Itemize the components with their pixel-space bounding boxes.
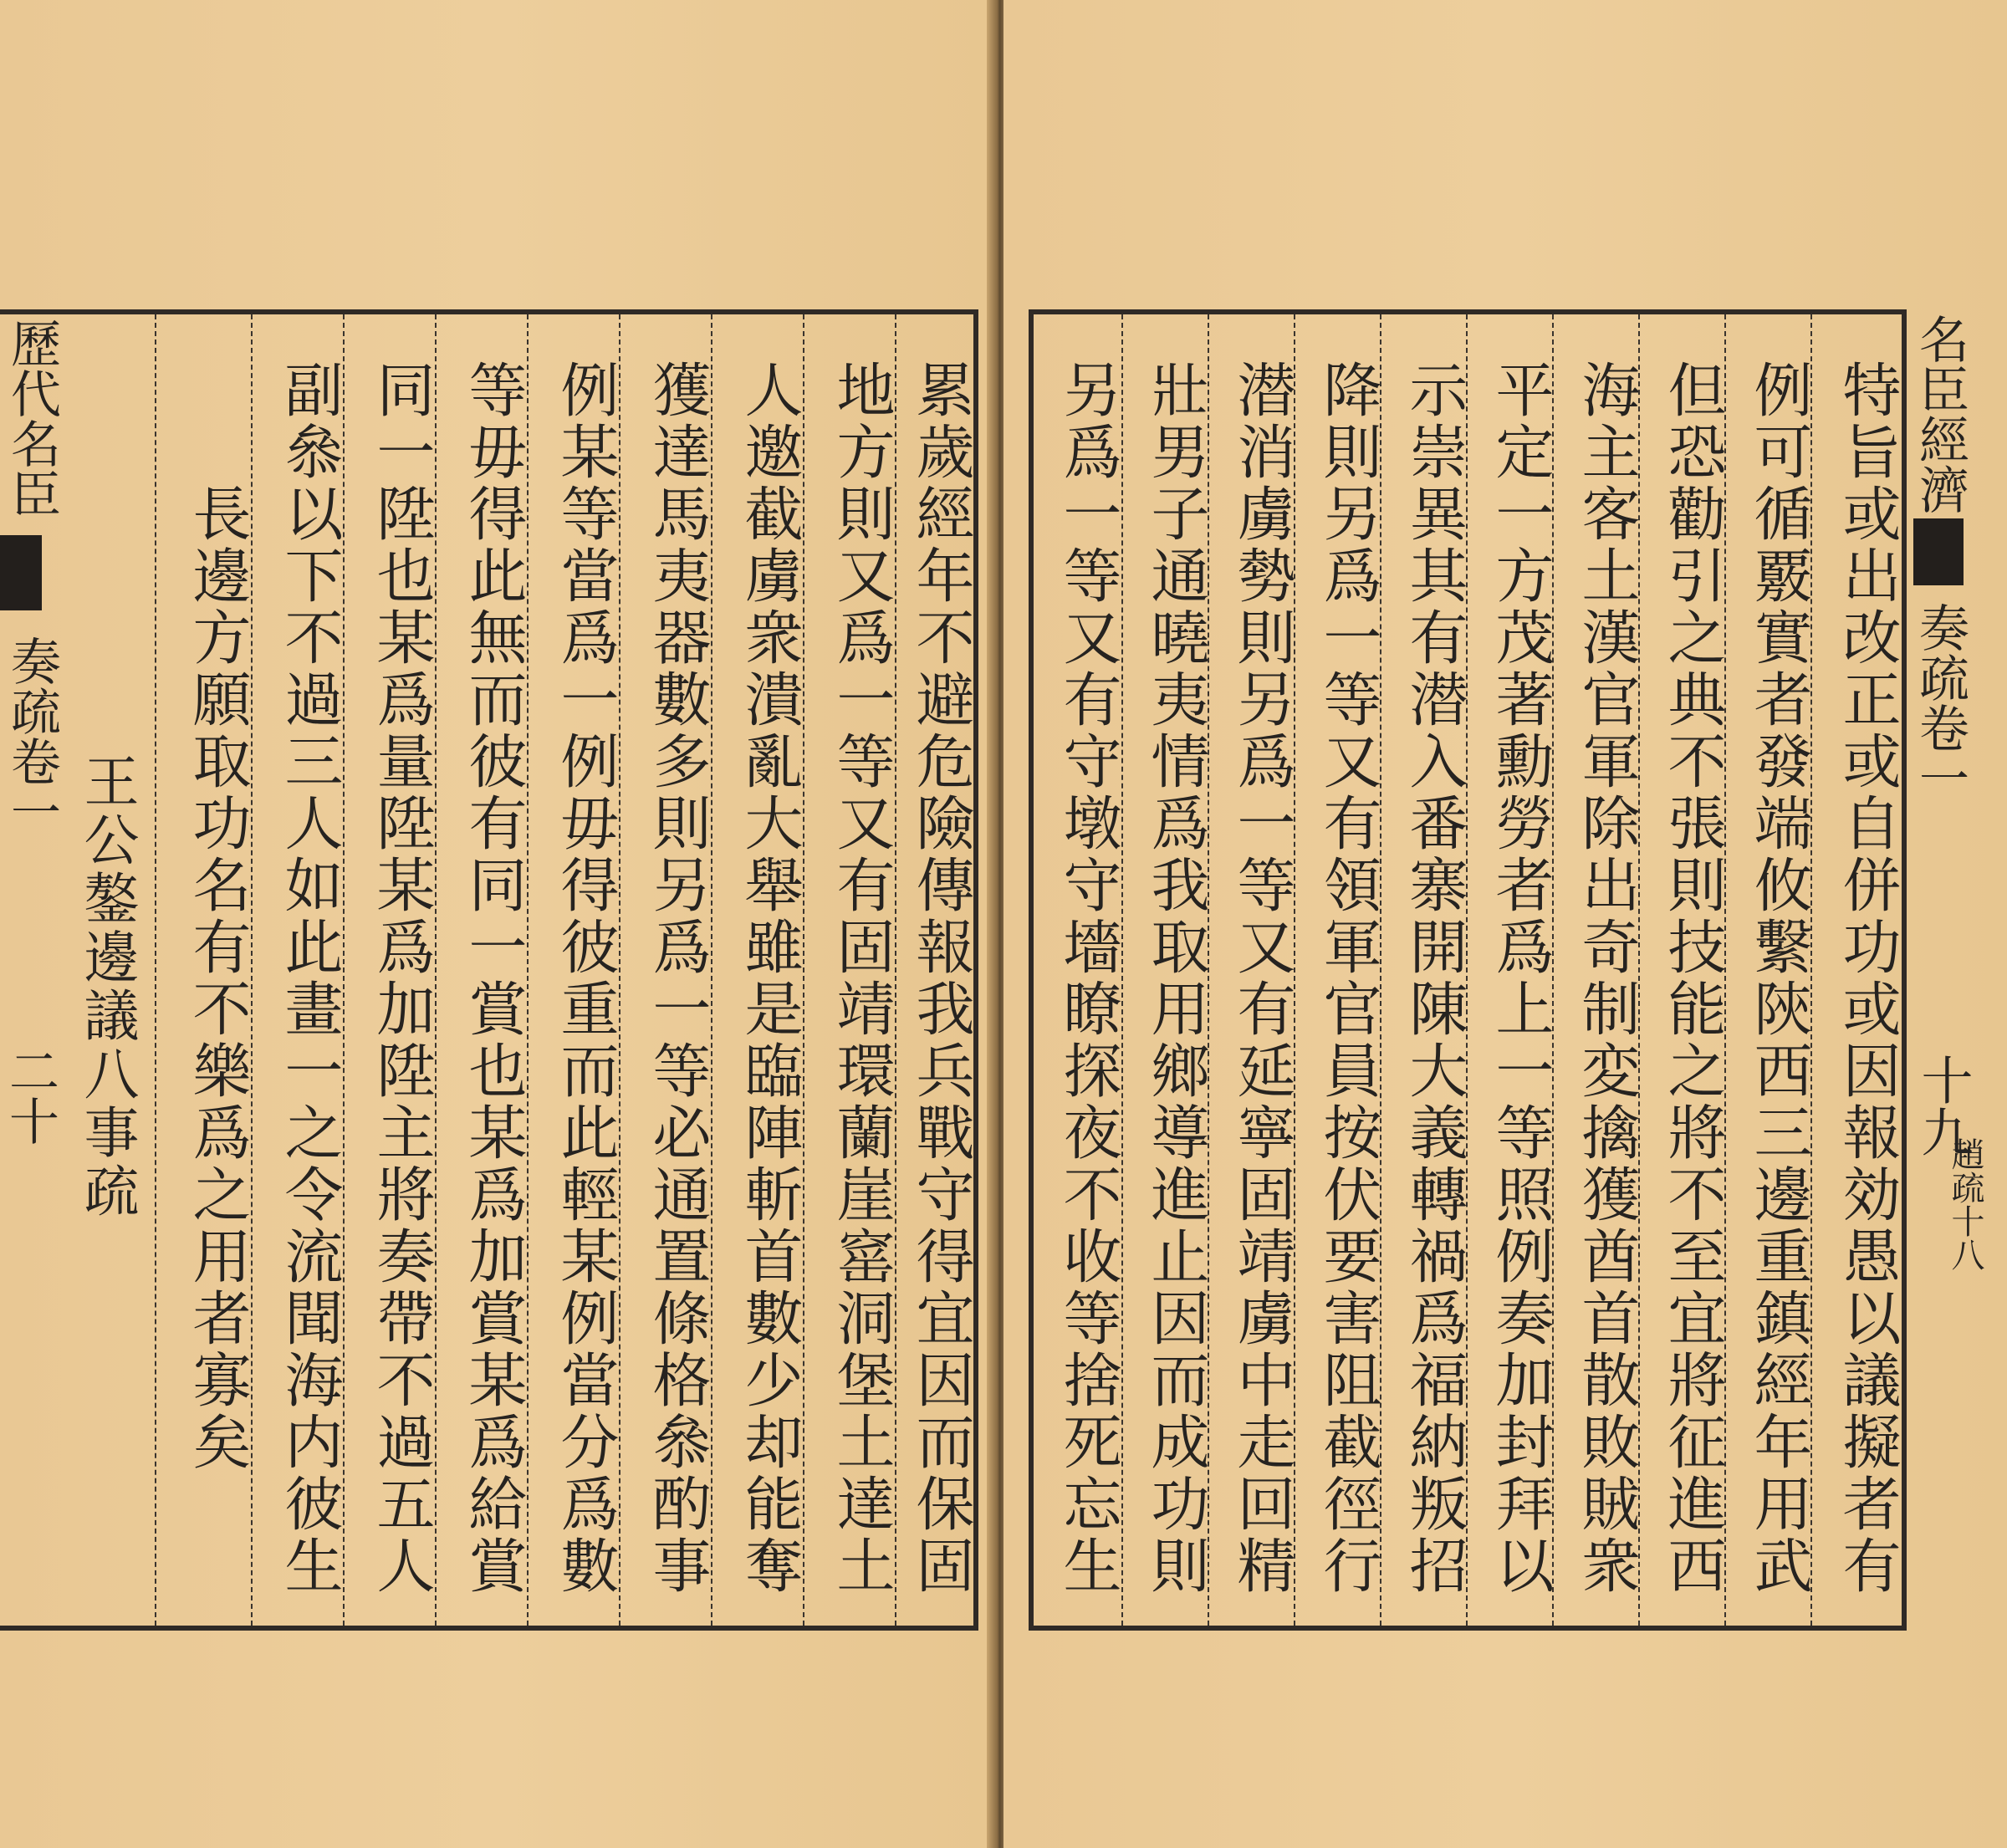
text-column: 另爲一等又有守墩守墻瞭探夜不收等捨死忘生 xyxy=(1054,360,1122,1597)
column-rule xyxy=(711,314,712,1626)
page-number: 二十 xyxy=(1,1045,59,1146)
text-column: 例某等當爲一例毋得彼重而此輕某例當分爲數 xyxy=(551,360,620,1597)
left-page-frame xyxy=(0,309,978,1631)
fishtail-mark xyxy=(1913,518,1964,585)
text-column: 累歲經年不避危險傳報我兵戰守得宜因而保固 xyxy=(906,360,975,1597)
column-rule xyxy=(527,314,529,1626)
book-title-label: 歷代名臣 xyxy=(3,318,61,518)
right-page-frame xyxy=(1029,309,1907,1631)
text-column: 長邊方願取功名有不樂爲之用者寡矣 xyxy=(183,483,252,1473)
section-label: 奏疏卷一 xyxy=(3,636,61,836)
text-column: 獲達馬夷器數多則另爲一等必通置條格叅酌事 xyxy=(643,360,712,1597)
section-label: 奏疏卷一 xyxy=(1911,602,1969,803)
text-column: 特旨或出改正或自併功或因報効愚以議擬者有 xyxy=(1833,360,1902,1597)
text-column: 同一陞也某爲量陞某爲加陞主將奏帶不過五人 xyxy=(367,360,436,1597)
text-column: 但恐勸引之典不張則技能之將不至宜將征進西 xyxy=(1658,360,1727,1597)
text-column: 例可循覈實者發端攸繫陝西三邊重鎮經年用武 xyxy=(1744,360,1813,1597)
column-rule xyxy=(251,314,253,1626)
page-number: 十九 xyxy=(1913,1054,1974,1157)
text-column: 等毋得此無而彼有同一賞也某爲加賞某爲給賞 xyxy=(459,360,528,1597)
column-rule xyxy=(435,314,437,1626)
text-column: 平定一方茂著勳勞者爲上一等照例奏加封拜以 xyxy=(1486,360,1555,1597)
book-title-label: 名臣經濟 xyxy=(1911,314,1969,514)
column-rule xyxy=(155,314,156,1626)
text-column: 潜消虜勢則另爲一等又有延寧固靖虜中走回精 xyxy=(1228,360,1296,1597)
fishtail-mark xyxy=(0,535,42,610)
text-column: 降則另爲一等又有領軍官員按伏要害阻截徑行 xyxy=(1314,360,1382,1597)
column-rule xyxy=(619,314,620,1626)
text-column: 壯男子通曉夷情爲我取用鄉導進止因而成功則 xyxy=(1141,360,1210,1597)
folio-note: 趙疏十八 xyxy=(1946,1137,1984,1271)
text-column: 王公鏊邊議八事疏 xyxy=(74,753,139,1221)
text-column: 示崇異其有潜入番寨開陳大義轉禍爲福納叛招 xyxy=(1400,360,1468,1597)
text-column: 地方則又爲一等又有固靖環蘭崖窰洞堡土達土 xyxy=(827,360,896,1597)
text-column: 海主客土漢官軍除出奇制変擒獲酋首散敗賊衆 xyxy=(1572,360,1641,1597)
column-rule xyxy=(343,314,345,1626)
text-column: 人邀截虜衆潰亂大舉雖是臨陣斬首數少却能奪 xyxy=(735,360,804,1597)
text-column: 副叅以下不過三人如此畫一之令流聞海内彼生 xyxy=(275,360,344,1597)
column-rule xyxy=(1810,314,1812,1626)
column-rule xyxy=(803,314,804,1626)
left-page xyxy=(0,0,991,1848)
